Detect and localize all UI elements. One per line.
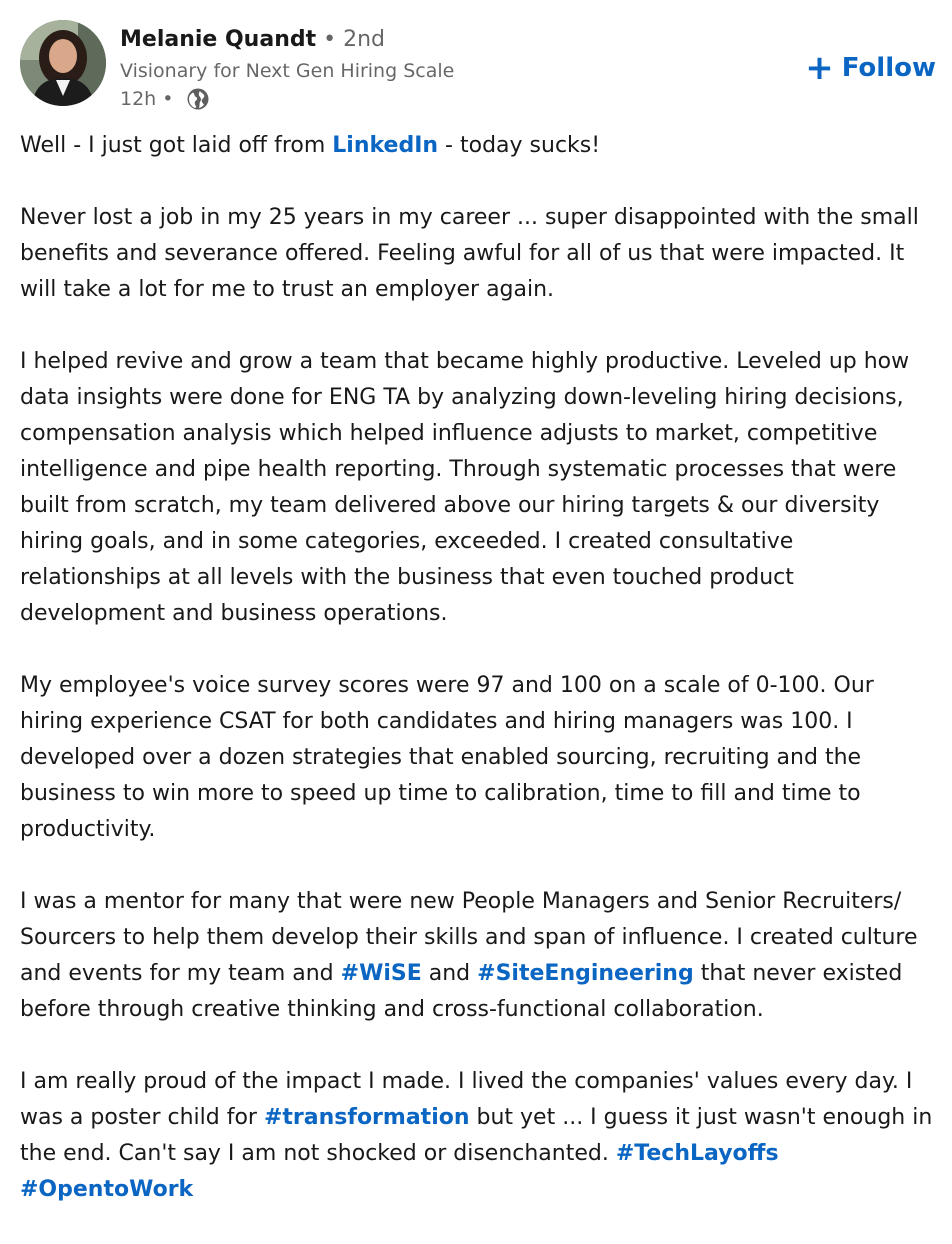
hashtag-techlayoffs[interactable]: #TechLayoffs bbox=[615, 1141, 779, 1166]
post-text: I was a mentor for many that were new People Managers and Senior Recruiters/ Sourcers to help them develop their skills and span of influence. I created culture and events for my team and bbox=[20, 889, 918, 986]
degree-separator: • bbox=[316, 27, 344, 52]
hashtag-wise[interactable]: #WiSE bbox=[340, 961, 422, 986]
plus-icon: + bbox=[805, 48, 834, 88]
post-paragraph-1 bbox=[20, 128, 940, 164]
hashtag-transformation[interactable]: #transformation bbox=[263, 1105, 470, 1130]
post-header bbox=[20, 20, 940, 110]
post-meta bbox=[120, 86, 210, 112]
post-paragraph-2: Never lost a job in my 25 years in my career ... super disappointed with the small benefits and severance offered. Feeling awful for all of us that were impacted. It will take a lot for me to trust an employer again. bbox=[20, 205, 919, 302]
actor-headline: Visionary for Next Gen Hiring Scale bbox=[120, 60, 455, 82]
avatar-image bbox=[20, 20, 106, 106]
post-paragraph-6 bbox=[20, 1064, 940, 1208]
hashtag-siteengineering[interactable]: #SiteEngineering bbox=[477, 961, 694, 986]
post-paragraph-3: I helped revive and grow a team that became highly productive. Leveled up how data insights were done for ENG TA by analyzing down-leveling hiring decisions, compensation analysis which helped influence adjusts to market, competitive intelligence and pipe health reporting. Through systematic processes that were built from scratch, my team delivered above our hiring targets & our diversity hiring goals, and in some categories, exceeded. I created consultative relationships at all levels with the business that even touched product development and business operations. bbox=[20, 349, 910, 626]
actor-name[interactable]: Melanie Quandt bbox=[120, 27, 317, 52]
company-mention-link[interactable]: LinkedIn bbox=[332, 133, 439, 158]
post-text: that never existed before through creative thinking and cross-functional collaboration. bbox=[20, 961, 903, 1022]
actor-avatar[interactable] bbox=[20, 20, 106, 106]
globe-icon bbox=[186, 87, 210, 111]
post-body bbox=[20, 128, 940, 1244]
post-text: but yet ... I guess it just wasn't enough in the end. Can't say I am not shocked or disenchanted. bbox=[20, 1105, 933, 1166]
post-text: and bbox=[421, 961, 478, 986]
post-paragraph-5 bbox=[20, 884, 940, 1028]
hashtag-opentowork[interactable]: #OpentoWork bbox=[20, 1177, 194, 1202]
connection-degree: 2nd bbox=[343, 27, 385, 52]
follow-button[interactable] bbox=[805, 50, 936, 86]
follow-label: Follow bbox=[841, 53, 936, 83]
actor-name-row bbox=[120, 25, 385, 55]
post-paragraph-4: My employee's voice survey scores were 97 and 100 on a scale of 0-100. Our hiring experience CSAT for both candidates and hiring managers was 100. I developed over a dozen strategies that enabled sourcing, recruiting and the business to win more to speed up time to calibration, time to fill and time to productivity. bbox=[20, 673, 874, 842]
post-text: Well - I just got laid off from bbox=[20, 133, 333, 158]
post-text: I am really proud of the impact I made. I lived the companies' values every day. I was a poster child for bbox=[20, 1069, 913, 1130]
time-separator: • bbox=[156, 88, 180, 110]
post-time: 12h bbox=[120, 88, 157, 110]
post-text: - today sucks! bbox=[438, 133, 601, 158]
